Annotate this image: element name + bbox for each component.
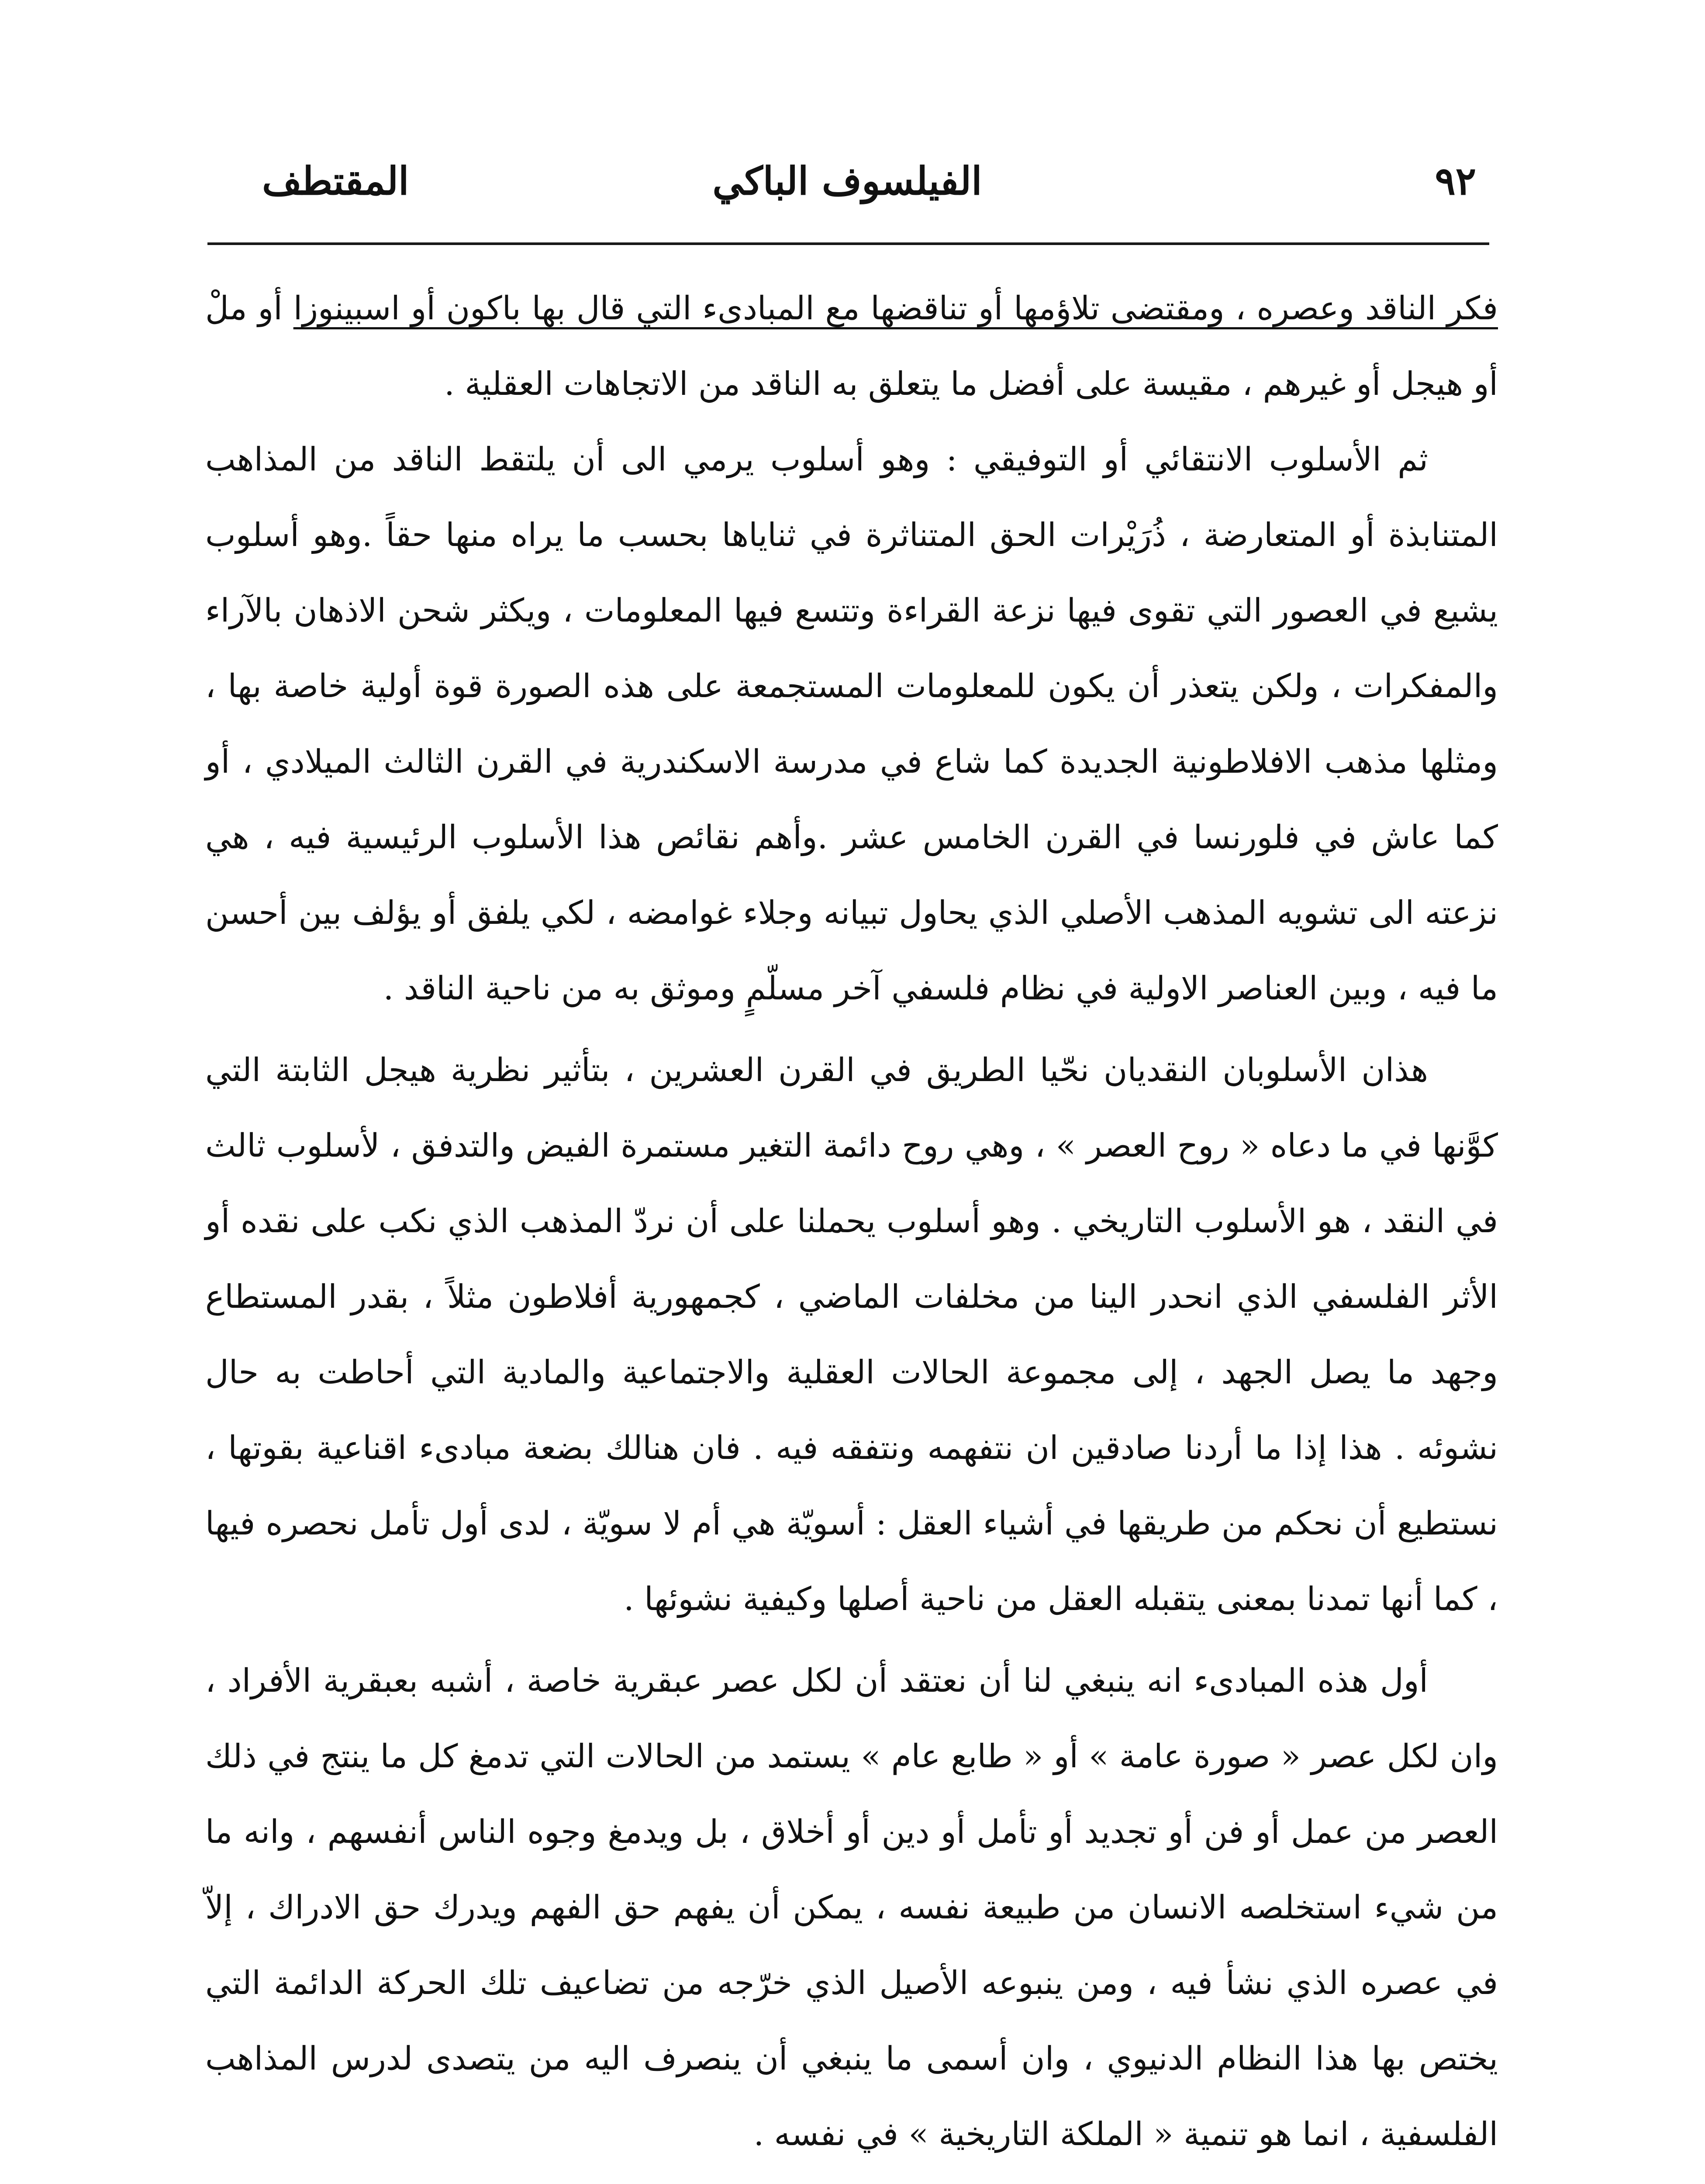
- paragraph-text: أو ملْ أو هيجل أو غيرهم ، مقيسة على أفضل ما يتعلق به الناقد من الاتجاهات العقلية .: [205, 290, 1498, 403]
- paragraph-4: أول هذه المبادىء انه ينبغي لنا أن نعتقد أن لكل عصر عبقرية خاصة ، أشبه بعبقرية الأفراد ، وان لكل عصر « صورة عامة » أو « طابع عام » يستمد من الحالات التي تدمغ كل ما ينتج في ذلك العصر من عمل أو فن أو تجديد أو تأمل أو دين أو أخلاق ، بل ويدمغ وجوه الناس أنفسهم ، وانه ما من شيء استخلصه الانسان من طبيعة نفسه ، يمكن أن يفهم حق الفهم ويدرك حق الادراك ، إلاّ في عصره الذي نشأ فيه ، ومن ينبوعه الأصيل الذي خرّجه من تضاعيف تلك الحركة الدائمة التي يختص بها هذا النظام الدنيوي ، وان أسمى ما ينبغي أن ينصرف اليه من يتصدى لدرس المذاهب الفلسفية ، انما هو تنمية « الملكة التاريخية » في نفسه .: [205, 1662, 1498, 2153]
- running-title: الفيلسوف الباكي: [712, 158, 982, 204]
- paragraph-2: ثم الأسلوب الانتقائي أو التوفيقي : وهو أسلوب يرمي الى أن يلتقط الناقد من المذاهب المتنابذة أو المتعارضة ، ذُرَيْرات الحق المتناثرة في ثناياها بحسب ما يراه منها حقاً .وهو أسلوب يشيع في العصور التي تقوى فيها نزعة القراءة وتتسع فيها المعلومات ، ويكثر شحن الاذهان بالآراء والمفكرات ، ولكن يتعذر أن يكون للمعلومات المستجمعة على هذه الصورة قوة أولية خاصة بها ، ومثلها مذهب الافلاطونية الجديدة كما شاع في مدرسة الاسكندرية في القرن الثالث الميلادي ، أو كما عاش في فلورنسا في القرن الخامس عشر .وأهم نقائص هذا الأسلوب الرئيسية فيه ، هي نزعته الى تشويه المذهب الأصلي الذي يحاول تبيانه وجلاء غوامضه ، لكي يلفق أو يؤلف بين أحسن ما فيه ، وبين العناصر الاولية في نظام فلسفي آخر مسلّمٍ وموثق به من ناحية الناقد .: [205, 441, 1498, 1007]
- paragraph-3: هذان الأسلوبان النقديان نحّيا الطريق في القرن العشرين ، بتأثير نظرية هيجل الثابتة التي كوَّنها في ما دعاه « روح العصر » ، وهي روح دائمة التغير مستمرة الفيض والتدفق ، لأسلوب ثالث في النقد ، هو الأسلوب التاريخي . وهو أسلوب يحملنا على أن نردّ المذهب الذي نكب على نقده أو الأثر الفلسفي الذي انحدر الينا من مخلفات الماضي ، كجمهورية أفلاطون مثلاً ، بقدر المستطاع وجهد ما يصل الجهد ، إلى مجموعة الحالات العقلية والاجتماعية والمادية التي أحاطت به حال نشوئه . هذا إذا ما أردنا صادقين ان نتفهمه ونتفقه فيه . فان هنالك بضعة مبادىء اقناعية بقوتها ، نستطيع أن نحكم من طريقها في أشياء العقل : أسويّة هي أم لا سويّة ، لدى أول تأمل نحصره فيها ، كما أنها تمدنا بمعنى يتقبله العقل من ناحية أصلها وكيفية نشوئها .: [205, 1051, 1498, 1618]
- page-header: [210, 144, 1485, 227]
- paragraph-1: [205, 271, 1498, 422]
- journal-name: المقتطف: [262, 158, 409, 204]
- body-text: [205, 271, 1498, 2172]
- header-rule: [207, 242, 1489, 245]
- page-number: ٩٢: [1435, 158, 1476, 204]
- underlined-line: فكر الناقد وعصره ، ومقتضى تلاؤمها أو تناقضها مع المبادىء التي قال بها باكون أو اسبينوزا: [293, 290, 1498, 327]
